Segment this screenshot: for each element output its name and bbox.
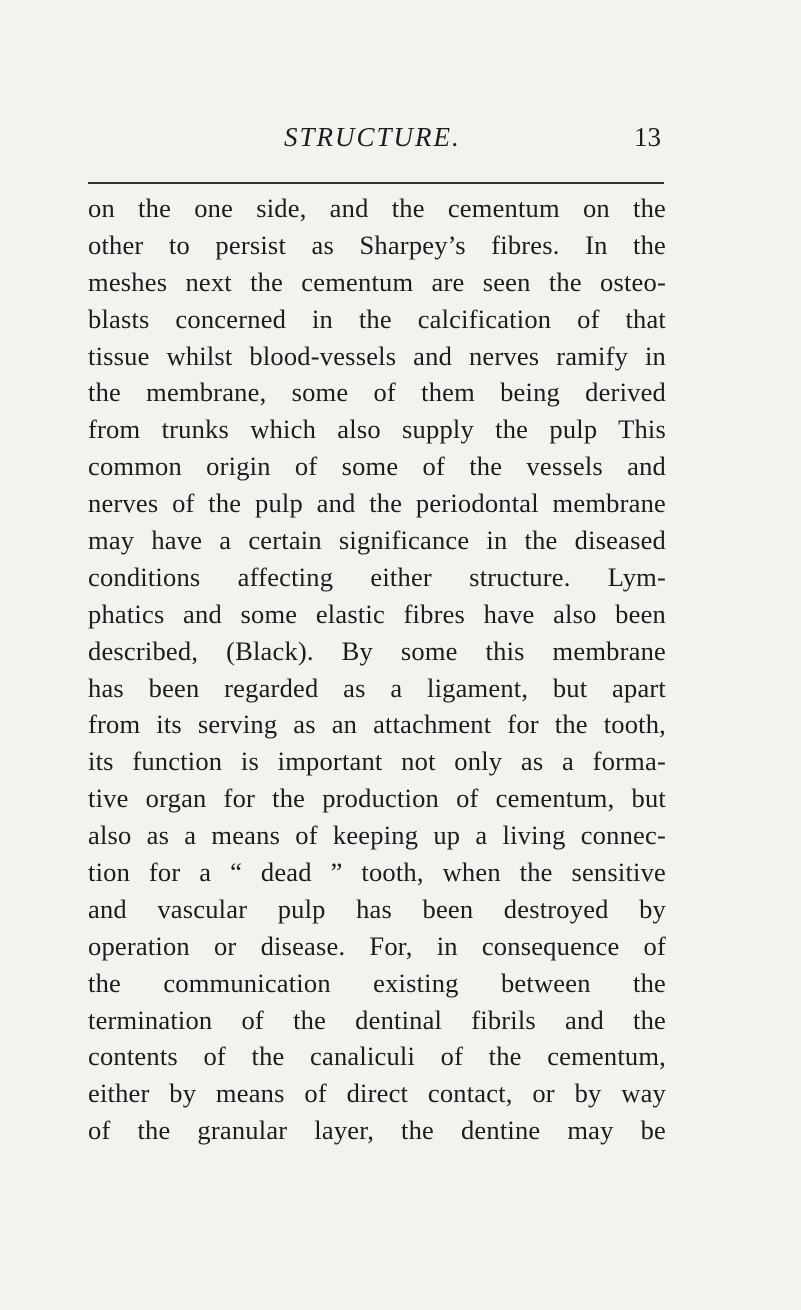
text-line: conditions affecting either structure. Lym-	[88, 561, 666, 592]
text-line: has been regarded as a ligament, but apart	[88, 672, 666, 703]
text-line: nerves of the pulp and the periodontal membrane	[88, 488, 666, 519]
text-line: on the one side, and the cementum on the	[88, 193, 666, 223]
body-text	[88, 190, 666, 1149]
text-line: termination of the dentinal fibrils and the	[88, 1004, 666, 1035]
text-line: and vascular pulp has been destroyed by	[88, 893, 666, 924]
text-line: from its serving as an attachment for the tooth,	[88, 709, 666, 740]
text-line: described, (Black). By some this membrane	[88, 635, 666, 666]
running-head	[0, 120, 801, 154]
text-line: also as a means of keeping up a living connec-	[88, 820, 666, 851]
page-number: 13	[634, 122, 661, 152]
text-line: may have a certain significance in the diseased	[88, 525, 666, 556]
text-line: tive organ for the production of cementum, but	[88, 783, 666, 814]
text-line: of the granular layer, the dentine may be	[88, 1115, 666, 1146]
text-line: operation or disease. For, in consequence of	[88, 930, 666, 961]
text-line: blasts concerned in the calcification of that	[88, 303, 666, 334]
text-line: contents of the canaliculi of the cementum,	[88, 1041, 666, 1072]
running-title: STRUCTURE.	[284, 122, 461, 152]
text-line: the communication existing between the	[88, 967, 666, 998]
text-line: tion for a “ dead ” tooth, when the sensitive	[88, 857, 666, 888]
header-rule	[88, 182, 664, 184]
text-line: tissue whilst blood-vessels and nerves ramify in	[88, 340, 666, 371]
text-line: its function is important not only as a forma-	[88, 746, 666, 777]
text-line: common origin of some of the vessels and	[88, 451, 666, 482]
text-line: meshes next the cementum are seen the osteo-	[88, 266, 666, 297]
text-line: other to persist as Sharpey’s fibres. In the	[88, 229, 666, 260]
text-line: the membrane, some of them being derived	[88, 377, 666, 408]
text-line: phatics and some elastic fibres have also been	[88, 598, 666, 629]
text-line: from trunks which also supply the pulp This	[88, 414, 666, 445]
text-line: either by means of direct contact, or by way	[88, 1078, 666, 1109]
